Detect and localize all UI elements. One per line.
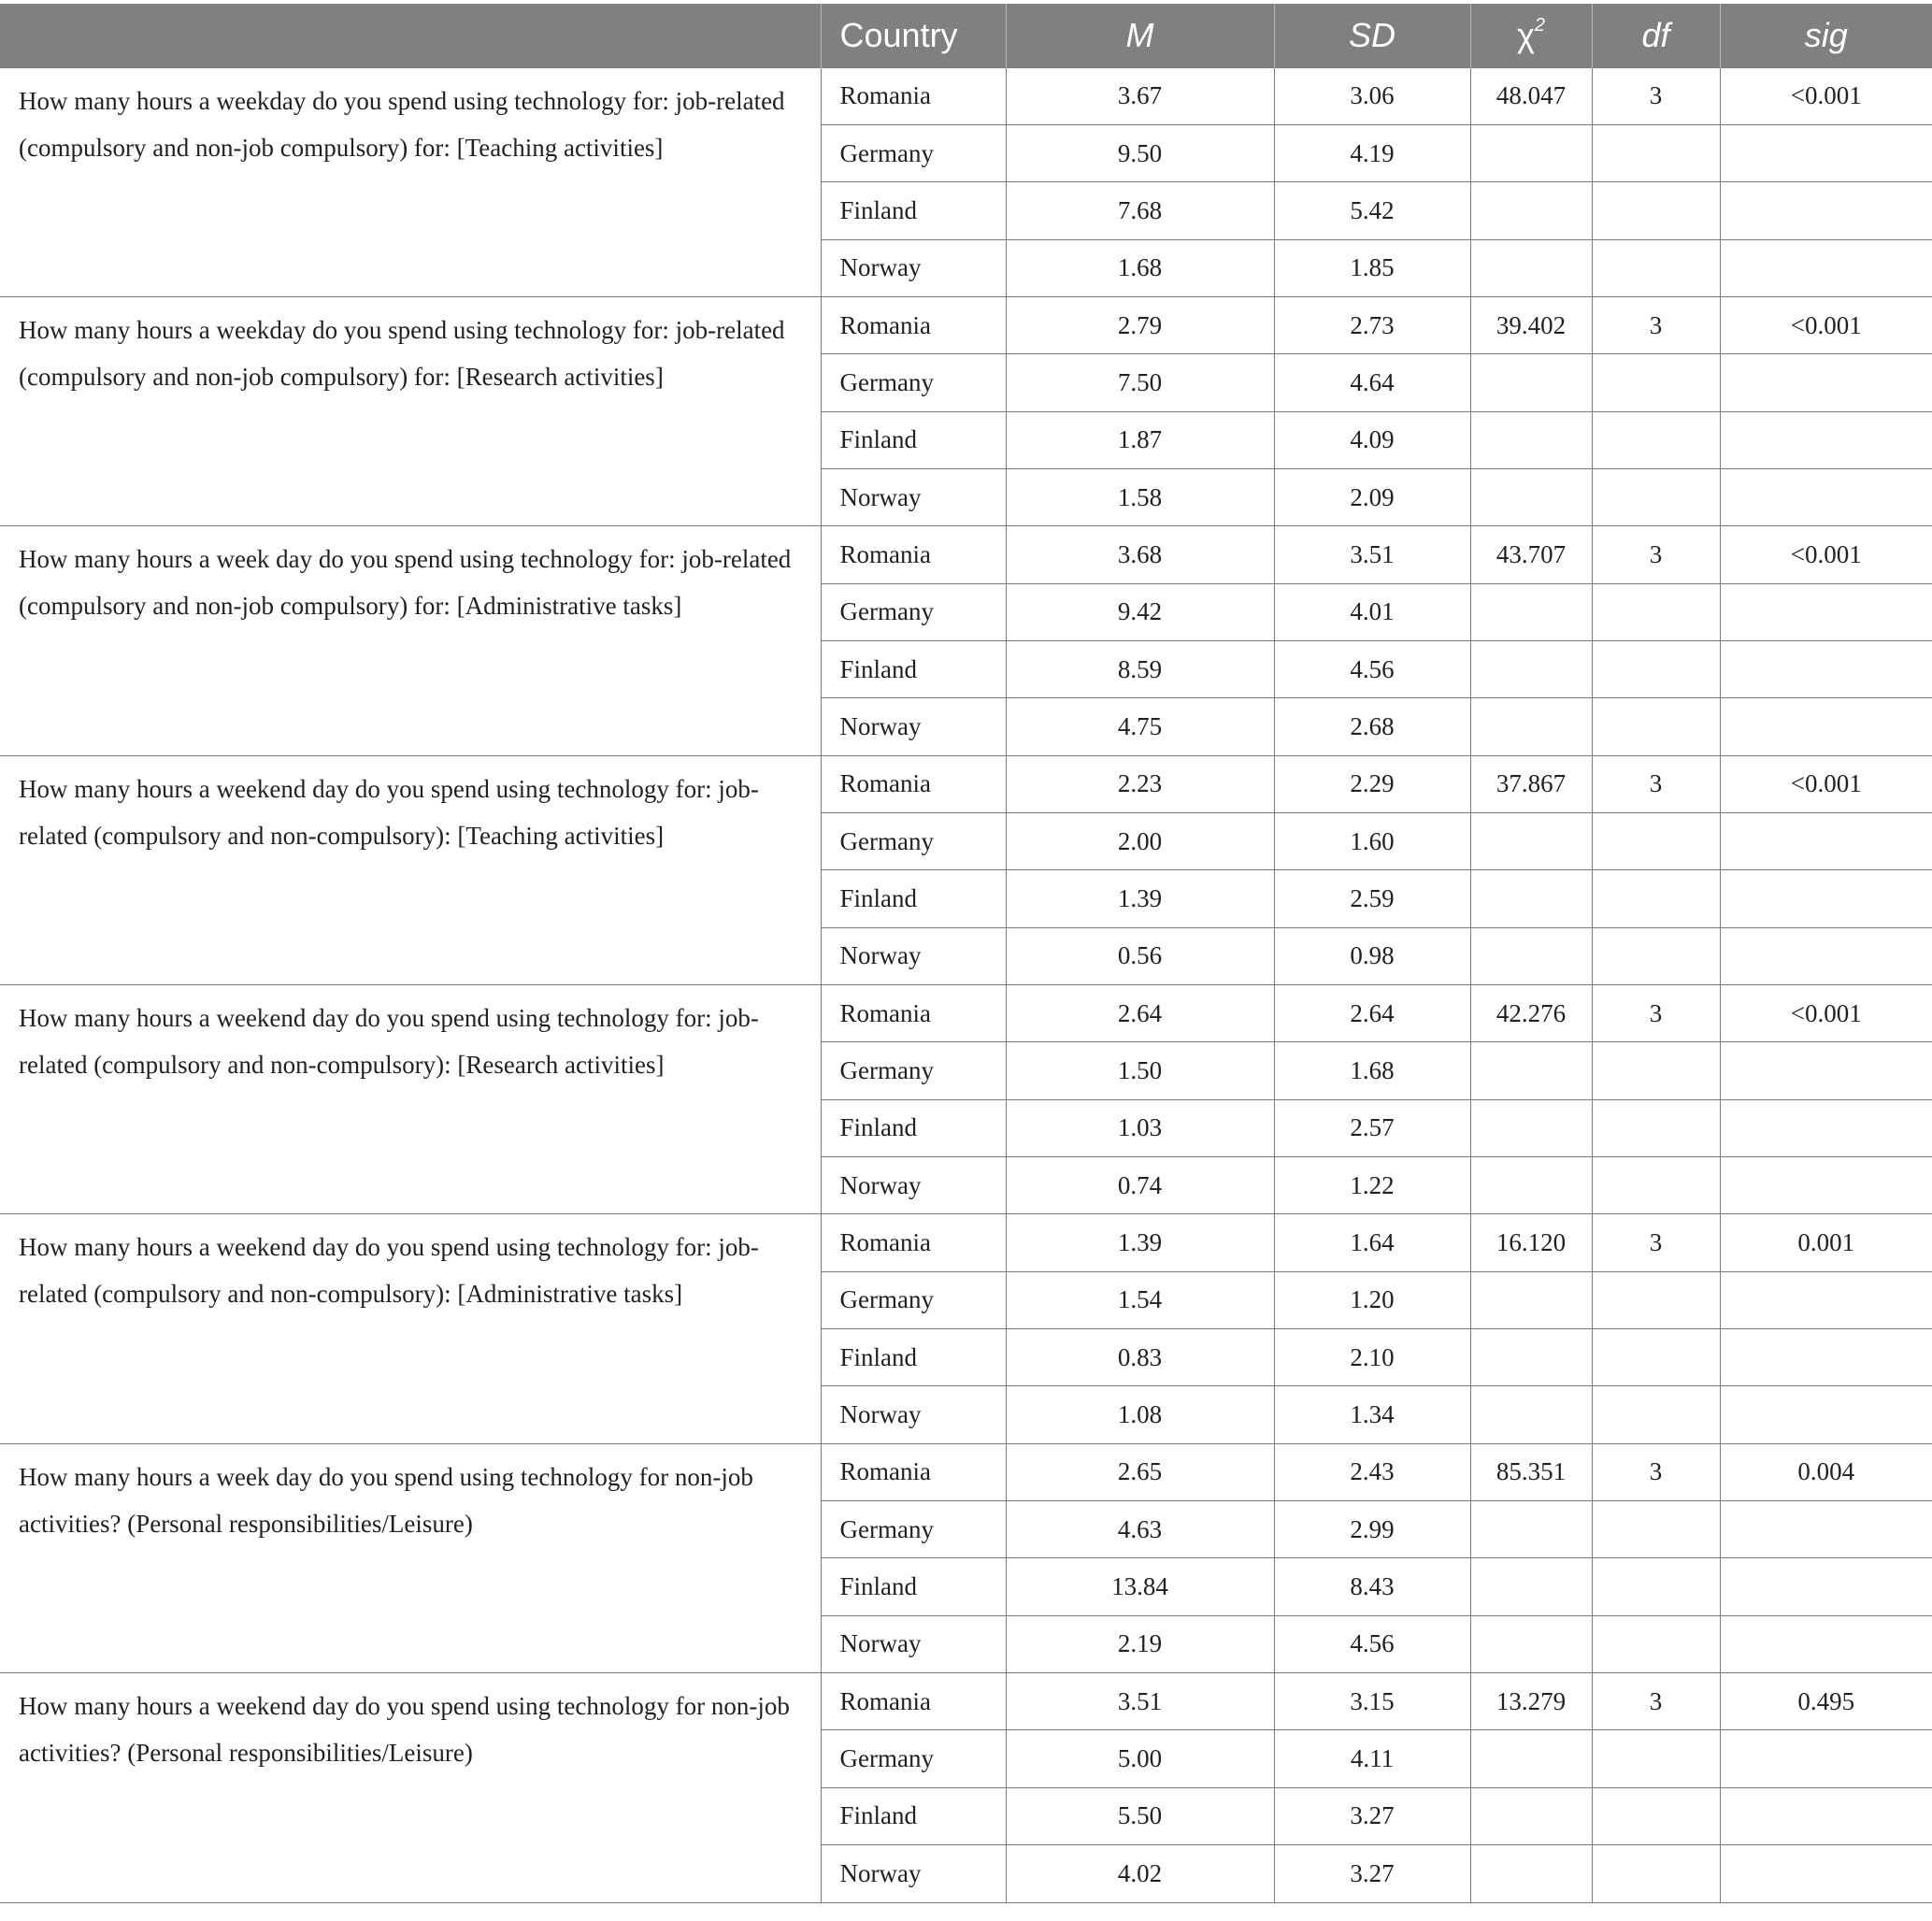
- chi-square-cell-empty: [1470, 1787, 1592, 1844]
- mean-cell: 9.42: [1006, 583, 1274, 640]
- statistics-table: [0, 4, 1932, 1903]
- country-cell: Finland: [821, 1558, 1006, 1615]
- chi-square-cell-empty: [1470, 411, 1592, 468]
- df-cell-empty: [1592, 1730, 1720, 1787]
- mean-cell: 2.65: [1006, 1443, 1274, 1500]
- mean-cell: 7.68: [1006, 182, 1274, 239]
- df-cell-empty: [1592, 1271, 1720, 1328]
- country-cell: Finland: [821, 411, 1006, 468]
- chi-square-cell: 37.867: [1470, 755, 1592, 812]
- country-cell: Norway: [821, 468, 1006, 525]
- question-cell: How many hours a weekend day do you spend using technology for: job-related (compulsory and non-compulsory): [Research activities]: [0, 985, 821, 1214]
- mean-cell: 3.51: [1006, 1673, 1274, 1730]
- sig-cell-empty: [1720, 1099, 1932, 1156]
- country-cell: Finland: [821, 1329, 1006, 1386]
- country-cell: Finland: [821, 182, 1006, 239]
- mean-cell: 13.84: [1006, 1558, 1274, 1615]
- df-cell-empty: [1592, 1386, 1720, 1443]
- sig-cell-empty: [1720, 239, 1932, 296]
- sig-cell-empty: [1720, 1787, 1932, 1844]
- df-cell-empty: [1592, 812, 1720, 869]
- mean-cell: 1.39: [1006, 1214, 1274, 1271]
- sd-cell: 2.59: [1274, 870, 1470, 927]
- mean-cell: 3.68: [1006, 526, 1274, 583]
- df-cell-empty: [1592, 870, 1720, 927]
- sig-cell-empty: [1720, 124, 1932, 181]
- df-cell: 3: [1592, 755, 1720, 812]
- chi-symbol: χ: [1516, 15, 1535, 54]
- country-cell: Germany: [821, 1271, 1006, 1328]
- sd-cell: 1.60: [1274, 812, 1470, 869]
- chi-square-cell: 85.351: [1470, 1443, 1592, 1500]
- sd-cell: 1.20: [1274, 1271, 1470, 1328]
- country-cell: Norway: [821, 927, 1006, 984]
- chi-square-cell-empty: [1470, 1157, 1592, 1214]
- chi-square-cell-empty: [1470, 468, 1592, 525]
- question-cell: How many hours a weekday do you spend using technology for: job-related (compulsory and non-job compulsory) for: [Research activities]: [0, 296, 821, 525]
- mean-cell: 1.50: [1006, 1042, 1274, 1099]
- mean-cell: 4.63: [1006, 1501, 1274, 1558]
- sig-cell-empty: [1720, 1845, 1932, 1902]
- mean-cell: 4.02: [1006, 1845, 1274, 1902]
- sd-cell: 2.99: [1274, 1501, 1470, 1558]
- country-cell: Finland: [821, 870, 1006, 927]
- df-cell: 3: [1592, 67, 1720, 124]
- df-cell-empty: [1592, 640, 1720, 697]
- country-cell: Finland: [821, 1099, 1006, 1156]
- table-header: [0, 4, 1932, 67]
- sig-cell-empty: [1720, 812, 1932, 869]
- df-cell-empty: [1592, 1787, 1720, 1844]
- mean-cell: 0.83: [1006, 1329, 1274, 1386]
- sig-cell: <0.001: [1720, 526, 1932, 583]
- sd-cell: 3.51: [1274, 526, 1470, 583]
- table-row: [0, 1214, 1932, 1271]
- sd-cell: 3.27: [1274, 1787, 1470, 1844]
- sd-cell: 1.64: [1274, 1214, 1470, 1271]
- table-row: [0, 526, 1932, 583]
- chi-square-cell-empty: [1470, 927, 1592, 984]
- mean-cell: 7.50: [1006, 354, 1274, 411]
- table-body: [0, 67, 1932, 1902]
- table-row: [0, 985, 1932, 1042]
- sd-cell: 1.85: [1274, 239, 1470, 296]
- country-cell: Romania: [821, 296, 1006, 353]
- sig-cell-empty: [1720, 1386, 1932, 1443]
- mean-cell: 5.50: [1006, 1787, 1274, 1844]
- sig-cell-empty: [1720, 927, 1932, 984]
- mean-cell: 2.79: [1006, 296, 1274, 353]
- df-cell: 3: [1592, 1673, 1720, 1730]
- country-cell: Norway: [821, 1615, 1006, 1672]
- mean-cell: 1.08: [1006, 1386, 1274, 1443]
- df-cell: 3: [1592, 985, 1720, 1042]
- chi-square-cell-empty: [1470, 1271, 1592, 1328]
- sig-cell-empty: [1720, 1042, 1932, 1099]
- sd-cell: 2.29: [1274, 755, 1470, 812]
- question-cell: How many hours a weekday do you spend using technology for: job-related (compulsory and non-job compulsory) for: [Teaching activities]: [0, 67, 821, 296]
- header-df: df: [1592, 4, 1720, 67]
- sig-cell-empty: [1720, 1271, 1932, 1328]
- df-cell-empty: [1592, 1615, 1720, 1672]
- question-cell: How many hours a weekend day do you spend using technology for: job-related (compulsory and non-compulsory): [Teaching activities]: [0, 755, 821, 984]
- sd-cell: 2.10: [1274, 1329, 1470, 1386]
- sd-cell: 1.34: [1274, 1386, 1470, 1443]
- sig-cell-empty: [1720, 182, 1932, 239]
- sd-cell: 2.09: [1274, 468, 1470, 525]
- sd-cell: 5.42: [1274, 182, 1470, 239]
- question-cell: How many hours a week day do you spend using technology for: job-related (compulsory and non-job compulsory) for: [Administrative tasks]: [0, 526, 821, 755]
- chi-square-cell: 13.279: [1470, 1673, 1592, 1730]
- table-row: [0, 1443, 1932, 1500]
- chi-square-cell-empty: [1470, 812, 1592, 869]
- country-cell: Norway: [821, 698, 1006, 755]
- country-cell: Romania: [821, 755, 1006, 812]
- country-cell: Romania: [821, 985, 1006, 1042]
- chi-square-cell-empty: [1470, 1329, 1592, 1386]
- sig-cell-empty: [1720, 1730, 1932, 1787]
- sd-cell: 2.64: [1274, 985, 1470, 1042]
- mean-cell: 8.59: [1006, 640, 1274, 697]
- mean-cell: 1.03: [1006, 1099, 1274, 1156]
- df-cell-empty: [1592, 698, 1720, 755]
- country-cell: Germany: [821, 1501, 1006, 1558]
- sd-cell: 4.56: [1274, 1615, 1470, 1672]
- mean-cell: 5.00: [1006, 1730, 1274, 1787]
- sig-cell-empty: [1720, 870, 1932, 927]
- sig-cell: 0.495: [1720, 1673, 1932, 1730]
- sd-cell: 2.73: [1274, 296, 1470, 353]
- country-cell: Romania: [821, 67, 1006, 124]
- country-cell: Finland: [821, 640, 1006, 697]
- sig-cell-empty: [1720, 1157, 1932, 1214]
- header-question: [0, 4, 821, 67]
- sd-cell: 4.11: [1274, 1730, 1470, 1787]
- mean-cell: 2.23: [1006, 755, 1274, 812]
- mean-cell: 2.19: [1006, 1615, 1274, 1672]
- mean-cell: 1.87: [1006, 411, 1274, 468]
- country-cell: Romania: [821, 1214, 1006, 1271]
- sd-cell: 3.06: [1274, 67, 1470, 124]
- table-row: [0, 1673, 1932, 1730]
- chi-square-cell-empty: [1470, 1042, 1592, 1099]
- df-cell-empty: [1592, 1845, 1720, 1902]
- chi-square-cell-empty: [1470, 583, 1592, 640]
- country-cell: Romania: [821, 526, 1006, 583]
- sig-cell-empty: [1720, 354, 1932, 411]
- mean-cell: 1.58: [1006, 468, 1274, 525]
- table-row: [0, 296, 1932, 353]
- sd-cell: 1.68: [1274, 1042, 1470, 1099]
- country-cell: Norway: [821, 1386, 1006, 1443]
- sig-cell-empty: [1720, 1558, 1932, 1615]
- sd-cell: 4.19: [1274, 124, 1470, 181]
- question-cell: How many hours a weekend day do you spend using technology for non-job activities? (Personal responsibilities/Leisure): [0, 1673, 821, 1902]
- country-cell: Finland: [821, 1787, 1006, 1844]
- chi-square-cell: 42.276: [1470, 985, 1592, 1042]
- chi-square-cell-empty: [1470, 1730, 1592, 1787]
- chi-square-cell-empty: [1470, 354, 1592, 411]
- mean-cell: 3.67: [1006, 67, 1274, 124]
- sig-cell-empty: [1720, 583, 1932, 640]
- country-cell: Germany: [821, 583, 1006, 640]
- chi-square-cell-empty: [1470, 239, 1592, 296]
- sig-cell: <0.001: [1720, 755, 1932, 812]
- df-cell-empty: [1592, 182, 1720, 239]
- chi-square-cell: 16.120: [1470, 1214, 1592, 1271]
- question-cell: How many hours a weekend day do you spend using technology for: job-related (compulsory and non-compulsory): [Administrative tasks]: [0, 1214, 821, 1443]
- mean-cell: 9.50: [1006, 124, 1274, 181]
- sd-cell: 0.98: [1274, 927, 1470, 984]
- df-cell: 3: [1592, 296, 1720, 353]
- sd-cell: 1.22: [1274, 1157, 1470, 1214]
- chi-square-cell: 39.402: [1470, 296, 1592, 353]
- sd-cell: 8.43: [1274, 1558, 1470, 1615]
- df-cell: 3: [1592, 1214, 1720, 1271]
- question-cell: How many hours a week day do you spend using technology for non-job activities? (Personal responsibilities/Leisure): [0, 1443, 821, 1672]
- df-cell: 3: [1592, 526, 1720, 583]
- header-country: Country: [821, 4, 1006, 67]
- df-cell-empty: [1592, 927, 1720, 984]
- table-row: [0, 755, 1932, 812]
- header-sig: sig: [1720, 4, 1932, 67]
- country-cell: Germany: [821, 354, 1006, 411]
- sd-cell: 2.68: [1274, 698, 1470, 755]
- sig-cell: <0.001: [1720, 296, 1932, 353]
- sig-cell: <0.001: [1720, 985, 1932, 1042]
- country-cell: Germany: [821, 1042, 1006, 1099]
- chi-square-cell-empty: [1470, 1615, 1592, 1672]
- df-cell-empty: [1592, 411, 1720, 468]
- chi-square-cell-empty: [1470, 640, 1592, 697]
- sd-cell: 2.57: [1274, 1099, 1470, 1156]
- sd-cell: 4.64: [1274, 354, 1470, 411]
- country-cell: Romania: [821, 1443, 1006, 1500]
- chi-square-cell-empty: [1470, 182, 1592, 239]
- df-cell-empty: [1592, 583, 1720, 640]
- sd-cell: 4.56: [1274, 640, 1470, 697]
- df-cell-empty: [1592, 1501, 1720, 1558]
- country-cell: Norway: [821, 239, 1006, 296]
- mean-cell: 1.39: [1006, 870, 1274, 927]
- chi-square-cell-empty: [1470, 870, 1592, 927]
- sig-cell-empty: [1720, 698, 1932, 755]
- chi-square-cell-empty: [1470, 1845, 1592, 1902]
- df-cell: 3: [1592, 1443, 1720, 1500]
- sd-cell: 3.15: [1274, 1673, 1470, 1730]
- sd-cell: 3.27: [1274, 1845, 1470, 1902]
- chi-exponent: 2: [1534, 14, 1546, 36]
- header-mean: M: [1006, 4, 1274, 67]
- df-cell-empty: [1592, 1558, 1720, 1615]
- df-cell-empty: [1592, 1099, 1720, 1156]
- df-cell-empty: [1592, 1042, 1720, 1099]
- sd-cell: 4.01: [1274, 583, 1470, 640]
- df-cell-empty: [1592, 468, 1720, 525]
- mean-cell: 2.64: [1006, 985, 1274, 1042]
- sig-cell-empty: [1720, 411, 1932, 468]
- mean-cell: 1.54: [1006, 1271, 1274, 1328]
- country-cell: Norway: [821, 1845, 1006, 1902]
- chi-square-cell-empty: [1470, 1558, 1592, 1615]
- country-cell: Germany: [821, 812, 1006, 869]
- mean-cell: 1.68: [1006, 239, 1274, 296]
- sig-cell-empty: [1720, 1501, 1932, 1558]
- mean-cell: 4.75: [1006, 698, 1274, 755]
- df-cell-empty: [1592, 1157, 1720, 1214]
- df-cell-empty: [1592, 239, 1720, 296]
- country-cell: Germany: [821, 124, 1006, 181]
- df-cell-empty: [1592, 354, 1720, 411]
- mean-cell: 0.74: [1006, 1157, 1274, 1214]
- mean-cell: 2.00: [1006, 812, 1274, 869]
- sig-cell-empty: [1720, 1615, 1932, 1672]
- table-row: [0, 67, 1932, 124]
- sig-cell-empty: [1720, 1329, 1932, 1386]
- chi-square-cell: 48.047: [1470, 67, 1592, 124]
- chi-square-cell-empty: [1470, 124, 1592, 181]
- chi-square-cell-empty: [1470, 698, 1592, 755]
- df-cell-empty: [1592, 1329, 1720, 1386]
- header-row: [0, 4, 1932, 67]
- chi-square-cell-empty: [1470, 1501, 1592, 1558]
- country-cell: Romania: [821, 1673, 1006, 1730]
- sig-cell: 0.001: [1720, 1214, 1932, 1271]
- country-cell: Germany: [821, 1730, 1006, 1787]
- sig-cell: <0.001: [1720, 67, 1932, 124]
- country-cell: Norway: [821, 1157, 1006, 1214]
- header-chi-square: [1470, 4, 1592, 67]
- chi-square-cell-empty: [1470, 1099, 1592, 1156]
- sig-cell-empty: [1720, 468, 1932, 525]
- sd-cell: 2.43: [1274, 1443, 1470, 1500]
- sd-cell: 4.09: [1274, 411, 1470, 468]
- header-sd: SD: [1274, 4, 1470, 67]
- sig-cell: 0.004: [1720, 1443, 1932, 1500]
- chi-square-cell-empty: [1470, 1386, 1592, 1443]
- sig-cell-empty: [1720, 640, 1932, 697]
- mean-cell: 0.56: [1006, 927, 1274, 984]
- chi-square-cell: 43.707: [1470, 526, 1592, 583]
- df-cell-empty: [1592, 124, 1720, 181]
